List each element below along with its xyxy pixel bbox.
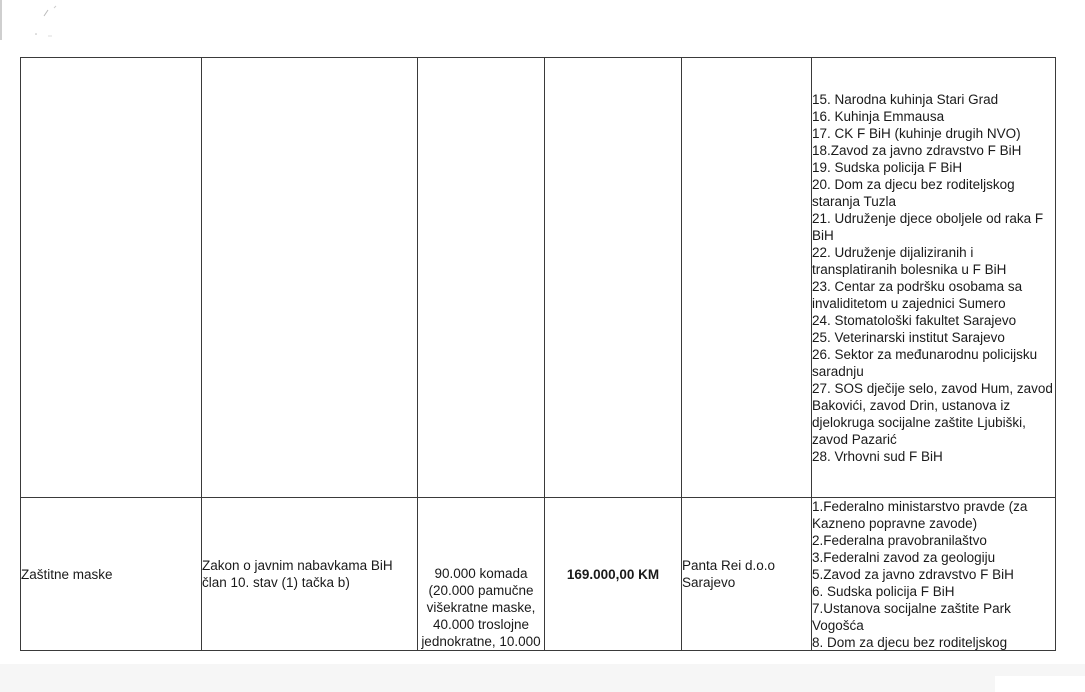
table-row xyxy=(21,58,1056,498)
list-item: 22. Udruženje dijaliziranih i transplatiranih bolesnika u F BiH xyxy=(812,244,1007,277)
list-item: 26. Sektor za međunarodnu policijsku saradnju xyxy=(812,346,1038,379)
list-item: 17. CK F BiH (kuhinje drugih NVO) xyxy=(812,125,1021,141)
law-cell xyxy=(202,498,418,651)
supplier-cell xyxy=(682,58,812,498)
list-item: 3.Federalni zavod za geologiju xyxy=(812,550,996,565)
quantity-cell xyxy=(418,498,545,651)
value-cell xyxy=(545,498,682,651)
list-item: 18.Zavod za javno zdravstvo F BiH xyxy=(812,142,1022,158)
item-name: Zaštitne maske xyxy=(21,566,113,582)
list-item: 20. Dom za djecu bez roditeljskog staranja Tuzla xyxy=(812,176,1015,209)
recipients-list xyxy=(812,91,1055,465)
value-cell xyxy=(545,58,682,498)
contract-value: 169.000,00 KM xyxy=(566,566,660,582)
table-row xyxy=(21,498,1056,651)
list-item: 16. Kuhinja Emmausa xyxy=(812,108,945,124)
list-item: 27. SOS dječije selo, zavod Hum, zavod Bakovići, zavod Drin, ustanova iz djelokruga socijalne zaštite Ljubiški, zavod Pazarić xyxy=(812,380,1053,447)
procurement-table xyxy=(20,57,1056,651)
recipients-cell xyxy=(812,498,1056,651)
law-cell xyxy=(202,58,418,498)
scan-edge xyxy=(0,0,2,40)
list-item: 1.Federalno ministarstvo pravde (za Kazneno popravne zavode) xyxy=(812,499,1028,531)
recipients-list xyxy=(812,498,1055,650)
list-item: 5.Zavod za javno zdravstvo F BiH xyxy=(812,567,1014,582)
list-item: 28. Vrhovni sud F BiH xyxy=(812,448,943,464)
list-item: 23. Centar za podršku osobama sa invaliditetom u zajednici Sumero xyxy=(812,278,1023,311)
list-item: 7.Ustanova socijalne zaštite Park Vogošća xyxy=(812,601,1011,633)
quantity-cell xyxy=(418,58,545,498)
list-item: 19. Sudska policija F BiH xyxy=(812,159,963,175)
supplier-name: Panta Rei d.o.o Sarajevo xyxy=(682,558,776,590)
list-item: 8. Dom za djecu bez roditeljskog xyxy=(812,635,1008,650)
item-cell xyxy=(21,58,202,498)
law-reference: Zakon o javnim nabavkama BiH član 10. stav (1) tačka b) xyxy=(202,558,393,590)
list-item: 15. Narodna kuhinja Stari Grad xyxy=(812,91,999,107)
list-item: 6. Sudska policija F BiH xyxy=(812,584,955,599)
list-item: 2.Federalna pravobranilaštvo xyxy=(812,533,987,548)
list-item: 25. Veterinarski institut Sarajevo xyxy=(812,329,1005,345)
list-item: 24. Stomatološki fakultet Sarajevo xyxy=(812,312,1017,328)
quantity-text: 90.000 komada (20.000 pamučne višekratne maske, 40.000 troslojne jednokratne, 10.000 xyxy=(421,566,541,649)
recipients-cell xyxy=(812,58,1056,498)
scan-bottom-margin-light xyxy=(995,676,1085,692)
scan-bottom-margin xyxy=(0,664,1085,692)
scan-artifact-mark xyxy=(30,2,80,42)
supplier-cell xyxy=(682,498,812,651)
item-cell xyxy=(21,498,202,651)
list-item: 21. Udruženje djece oboljele od raka F BiH xyxy=(812,210,1044,243)
